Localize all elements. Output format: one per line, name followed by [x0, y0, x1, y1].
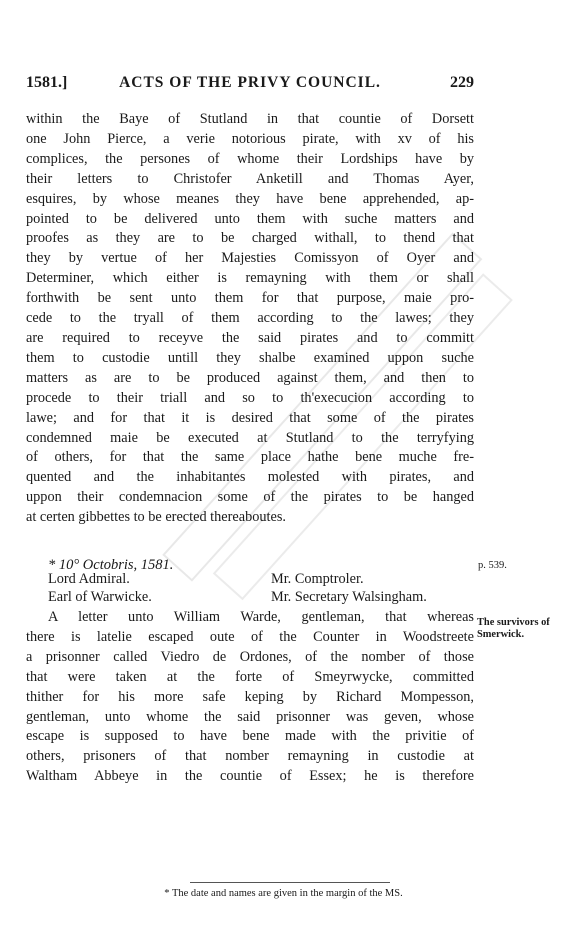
- running-header: [26, 74, 474, 94]
- text-line: one John Pierce, a verie notorious pirate, with xv of his: [26, 130, 474, 147]
- text-line: that were taken at the forte of Smeyrwycke, committed: [26, 668, 474, 685]
- text-line: there is latelie escaped oute of the Counter in Woodstreete: [26, 628, 474, 645]
- text-line: Waltham Abbeye in the countie of Essex; he is therefore: [26, 768, 474, 785]
- text-line: complices, the persones of whome their Lordships have by: [26, 150, 474, 167]
- text-line: matters as are to be produced against them, and then to: [26, 369, 474, 386]
- text-line: a prisonner called Viedro de Ordones, of the nomber of those: [26, 648, 474, 665]
- header-year: 1581.]: [26, 74, 68, 91]
- attendee: Earl of Warwicke.: [48, 589, 152, 605]
- text-line: gentleman, unto whome the said prisonner was geven, whose: [26, 708, 474, 725]
- text-line: Determiner, which either is remayning with them or shall: [26, 270, 474, 287]
- text-line: are required to receyve the said pirates and to committ: [26, 329, 474, 346]
- text-line: of others, for that the same place hathe bene muche fre-: [26, 449, 474, 466]
- paragraph-pirates: [26, 110, 474, 528]
- footnote: * The date and names are given in the margin of the MS.: [164, 888, 403, 899]
- text-line: quented and the inhabitantes molested with pirates, and: [26, 469, 474, 486]
- manuscript-page-ref: p. 539.: [478, 560, 507, 571]
- text-line: their letters to Christofer Anketill and Thomas Ayer,: [26, 170, 474, 187]
- text-line: escape is supposed to have bene made with the privitie of: [26, 728, 474, 745]
- footnote-divider: [190, 882, 390, 883]
- margin-note: The survivors of Smerwick.: [477, 617, 550, 640]
- text-line: thither for his more safe keping by Richard Mompesson,: [26, 688, 474, 705]
- text-line: at certen gibbettes to be erected thereaboutes.: [26, 509, 286, 526]
- text-line: they by vertue of her Majesties Comissyon of Oyer and: [26, 250, 474, 267]
- text-line: procede to their triall and so to th'execucion according to: [26, 389, 474, 406]
- text-line: proofes as they are to be charged withall, to thend that: [26, 230, 474, 247]
- text-line: within the Baye of Stutland in that countie of Dorsett: [26, 111, 474, 127]
- paragraph-letter: [26, 608, 474, 787]
- page-number: 229: [450, 74, 474, 91]
- text-line: pointed to be delivered unto them with suche matters and: [26, 210, 474, 227]
- meeting-date: * 10° Octobris, 1581.: [48, 557, 174, 573]
- attendee: Mr. Comptroler.: [271, 571, 364, 587]
- text-line: A letter unto William Warde, gentleman, that whereas: [48, 609, 474, 625]
- attendee: Lord Admiral.: [48, 571, 130, 587]
- text-line: others, prisoners of that nomber remayning in custodie at: [26, 748, 474, 765]
- text-line: them to custodie untill they shalbe examined uppon suche: [26, 349, 474, 366]
- text-line: uppon their condemnacion some of the pirates to be hanged: [26, 489, 474, 506]
- text-line: condemned maie be executed at Stutland to the terryfying: [26, 429, 474, 446]
- text-line: cede to the tryall of them according to the lawes; they: [26, 310, 474, 327]
- text-line: lawe; and for that it is desired that some of the pirates: [26, 409, 474, 426]
- header-title: ACTS OF THE PRIVY COUNCIL.: [119, 74, 381, 91]
- text-line: esquires, by whose meanes they have bene apprehended, ap-: [26, 190, 474, 207]
- attendee: Mr. Secretary Walsingham.: [271, 589, 427, 605]
- text-line: forthwith be sent unto them for that purpose, maie pro-: [26, 290, 474, 307]
